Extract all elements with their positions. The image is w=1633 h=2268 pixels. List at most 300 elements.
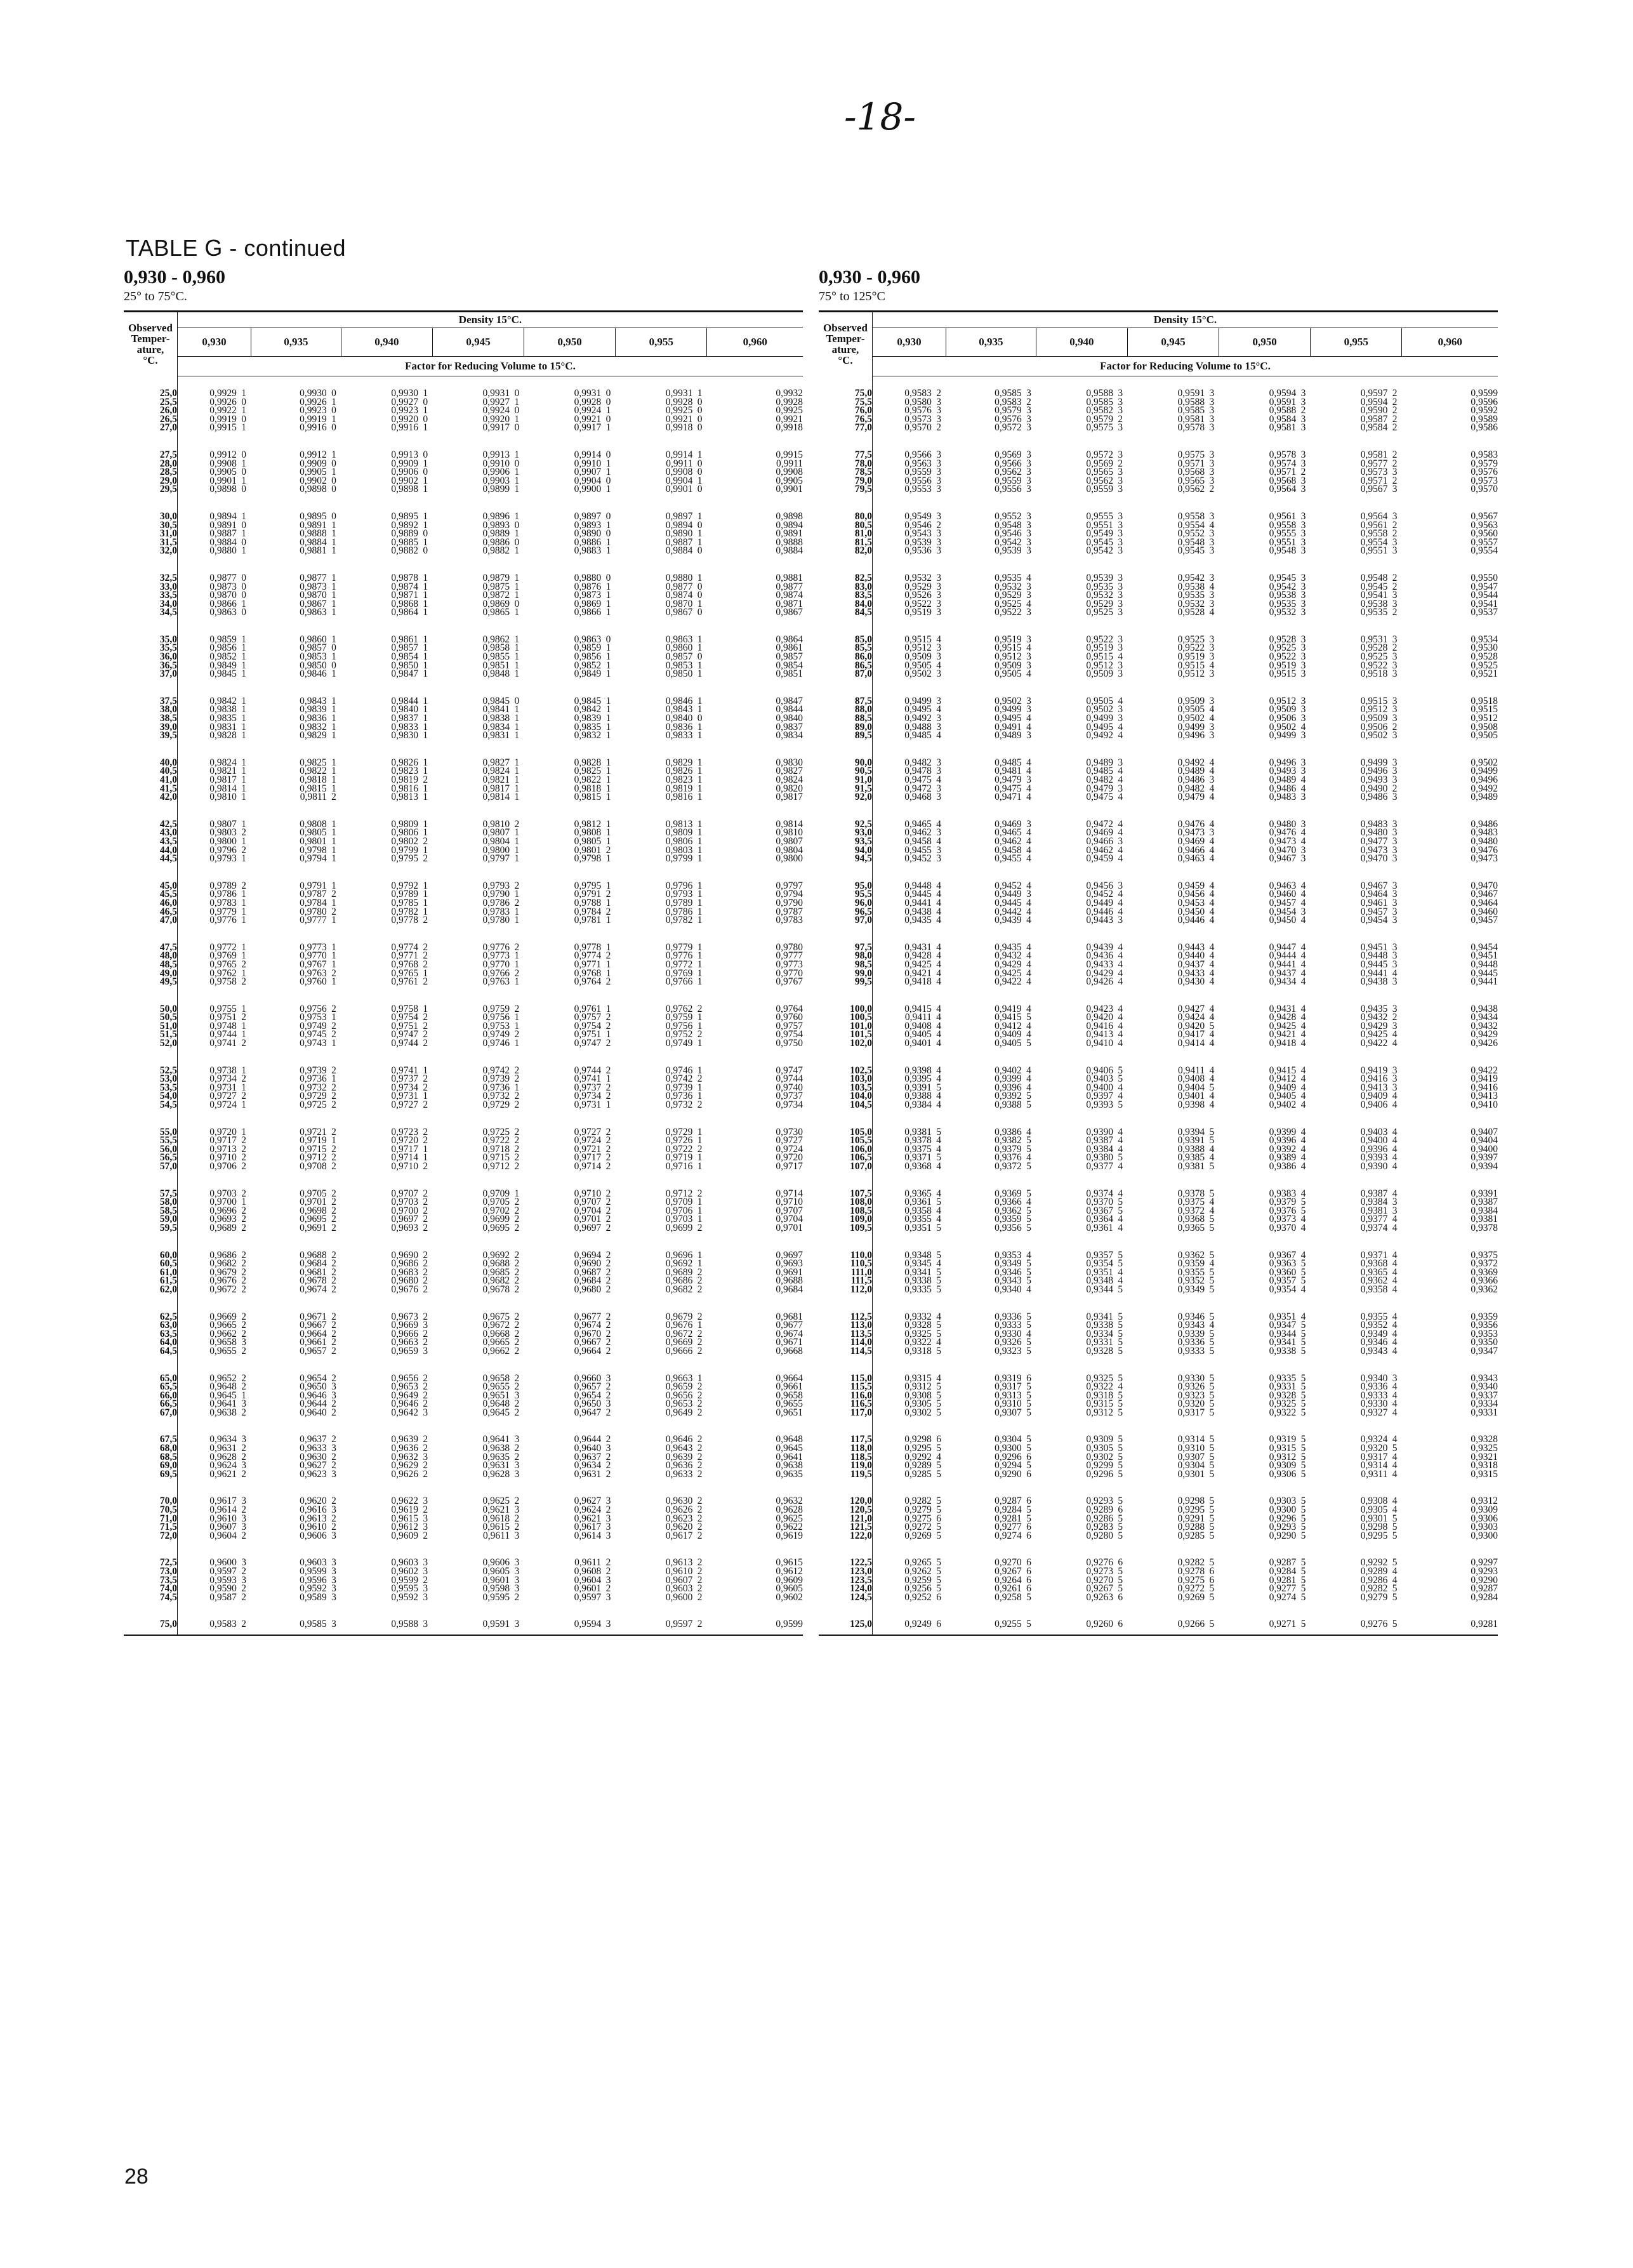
factor-cell: 0,9809: [391, 818, 418, 830]
factor-cell: 0,9349: [1360, 1328, 1388, 1339]
difference-cell: 5: [1118, 1574, 1123, 1586]
difference-cell: 3: [1300, 528, 1306, 540]
factor-cell: 0,9902: [391, 475, 418, 486]
difference-cell: 4: [1300, 1082, 1306, 1093]
difference-cell: 4: [1392, 1249, 1398, 1261]
difference-cell: 3: [605, 1574, 611, 1586]
difference-cell: 5: [936, 1345, 942, 1356]
factor-cell: 0,9917: [482, 422, 510, 434]
factor-cell: 0,9718: [482, 1143, 510, 1155]
difference-cell: 3: [1209, 422, 1215, 434]
factor-cell: 0,9606: [300, 1530, 327, 1541]
factor-cell: 0,9897: [574, 510, 602, 522]
factor-cell: 0,9706: [665, 1205, 693, 1216]
factor-cell: 0,9362: [1360, 1275, 1388, 1287]
factor-cell: 0,9831: [482, 730, 510, 741]
factor-cell: 0,9306: [1269, 1468, 1297, 1480]
difference-cell: 2: [605, 1407, 611, 1418]
factor-cell: 0,9705: [482, 1197, 510, 1208]
factor-cell: 0,9680: [391, 1275, 418, 1287]
factor-cell: 0,9309: [1086, 1434, 1113, 1445]
difference-cell: 1: [423, 1064, 428, 1076]
difference-cell: 2: [423, 1328, 428, 1339]
difference-cell: 2: [331, 1328, 336, 1339]
difference-cell: 1: [514, 827, 520, 839]
factor-cell: 0,9532: [1269, 607, 1297, 618]
factor-cell: 0,9578: [1269, 449, 1297, 460]
factor-cell: 0,9290: [1471, 1574, 1498, 1586]
difference-cell: 1: [423, 792, 428, 803]
difference-cell: 1: [697, 704, 703, 715]
factor-cell: 0,9759: [482, 1003, 510, 1014]
difference-cell: 4: [1026, 1073, 1031, 1085]
difference-cell: 1: [605, 536, 611, 548]
difference-cell: 1: [423, 1091, 428, 1102]
difference-cell: 2: [514, 1064, 520, 1076]
factor-cell: 0,9536: [904, 545, 932, 557]
table-row: [819, 423, 1498, 438]
factor-cell: 0,9710: [391, 1161, 418, 1172]
factor-cell: 0,9756: [482, 1012, 510, 1023]
factor-cell: 0,9300: [995, 1443, 1022, 1454]
table-row: [819, 684, 1498, 706]
difference-cell: 1: [605, 642, 611, 654]
factor-cell: 0,9891: [776, 528, 803, 540]
difference-cell: 5: [1392, 1591, 1398, 1603]
difference-cell: 1: [423, 713, 428, 724]
difference-cell: 3: [936, 827, 942, 839]
factor-cell: 0,9798: [300, 844, 327, 856]
factor-cell: 0,9916: [300, 422, 327, 434]
factor-cell: 0,9732: [482, 1091, 510, 1102]
difference-cell: 3: [514, 1574, 520, 1586]
factor-cell: 0,9919: [209, 413, 237, 425]
factor-cell: 0,9392: [1269, 1143, 1297, 1155]
temperature-group: [124, 807, 803, 869]
factor-cell: 0,9457: [1360, 906, 1388, 917]
difference-cell: 2: [331, 1029, 336, 1040]
temperature-cell: 53,0: [124, 1075, 177, 1084]
factor-cell: 0,9456: [1177, 889, 1205, 900]
factor-cell: 0,9354: [1086, 1258, 1113, 1270]
difference-cell: 1: [697, 1161, 703, 1172]
difference-cell: 3: [605, 1530, 611, 1541]
factor-cell: 0,9576: [1471, 467, 1498, 478]
factor-cell: 0,9696: [209, 1205, 237, 1216]
factor-cell: 0,9551: [1086, 519, 1113, 531]
factor-cell: 0,9614: [209, 1504, 237, 1516]
factor-cell: 0,9541: [1360, 590, 1388, 601]
factor-cell: 0,9730: [776, 1126, 803, 1137]
difference-cell: 5: [936, 1504, 942, 1516]
difference-cell: 4: [1026, 906, 1031, 917]
factor-cell: 0,9519: [904, 607, 932, 618]
difference-cell: 4: [1209, 607, 1215, 618]
table-row: [124, 1362, 803, 1383]
factor-cell: 0,9877: [209, 572, 237, 583]
temperature-group: [819, 561, 1498, 623]
difference-cell: 1: [605, 1003, 611, 1014]
difference-cell: 5: [1118, 1522, 1123, 1533]
difference-cell: 3: [1300, 572, 1306, 583]
table-row: [124, 1347, 803, 1362]
factor-cell: 0,9312: [1086, 1407, 1113, 1418]
temperature-cell: 92,0: [819, 793, 872, 807]
difference-cell: 2: [331, 1311, 336, 1322]
factor-cell: 0,9560: [1471, 528, 1498, 540]
factor-cell: 0,9479: [1177, 792, 1205, 803]
factor-cell: 0,9404: [1471, 1135, 1498, 1146]
factor-cell: 0,9890: [574, 528, 602, 540]
factor-cell: 0,9389: [1269, 1152, 1297, 1164]
difference-cell: 1: [331, 396, 336, 408]
factor-cell: 0,9495: [1086, 721, 1113, 733]
difference-cell: 5: [936, 1320, 942, 1331]
factor-cell: 0,9279: [904, 1504, 932, 1516]
temperature-group: [819, 1546, 1498, 1607]
factor-cell: 0,9867: [300, 598, 327, 609]
temperature-cell: 57,0: [124, 1162, 177, 1177]
factor-cell: 0,9900: [574, 484, 602, 495]
factor-cell: 0,9886: [482, 536, 510, 548]
difference-cell: 1: [697, 853, 703, 865]
factor-cell: 0,9460: [1471, 906, 1498, 917]
difference-cell: 3: [331, 1381, 336, 1393]
difference-cell: 2: [697, 1099, 703, 1111]
difference-cell: 1: [423, 581, 428, 592]
difference-cell: 3: [1026, 536, 1031, 548]
difference-cell: 5: [1026, 1099, 1031, 1111]
factor-cell: 0,9531: [1360, 633, 1388, 645]
table-title: TABLE G - continued: [126, 235, 346, 261]
difference-cell: 6: [1118, 1557, 1123, 1568]
factor-cell: 0,9402: [1269, 1099, 1297, 1111]
factor-cell: 0,9384: [1086, 1143, 1113, 1155]
density-range: 0,930 - 0,960: [124, 267, 225, 288]
factor-cell: 0,9920: [482, 413, 510, 425]
factor-cell: 0,9558: [1269, 519, 1297, 531]
difference-cell: 2: [331, 1398, 336, 1410]
factor-cell: 0,9675: [482, 1311, 510, 1322]
difference-cell: 4: [1118, 1029, 1123, 1040]
factor-cell: 0,9866: [209, 598, 237, 609]
difference-cell: 3: [1209, 598, 1215, 609]
difference-cell: 2: [692, 1607, 707, 1635]
factor-cell: 0,9766: [665, 976, 693, 988]
table-row: [819, 1607, 1498, 1635]
difference-cell: 4: [1392, 1029, 1398, 1040]
factor-cell: 0,9499: [1269, 730, 1297, 741]
factor-cell: 0,9469: [1086, 827, 1113, 839]
difference-cell: 5: [1300, 1197, 1306, 1208]
temperature-cell: 113,0: [819, 1321, 872, 1330]
factor-cell: 0,9493: [1269, 766, 1297, 777]
difference-cell: 4: [1118, 766, 1123, 777]
factor-cell: 0,9375: [1177, 1197, 1205, 1208]
factor-cell: 0,9877: [300, 572, 327, 583]
difference-cell: 4: [1118, 1214, 1123, 1225]
difference-cell: 2: [241, 880, 247, 891]
difference-cell: 5: [1300, 1205, 1306, 1216]
factor-cell: 0,9310: [995, 1398, 1022, 1410]
temperature-cell: 61,0: [124, 1268, 177, 1277]
factor-cell: 0,9924: [574, 405, 602, 416]
factor-cell: 0,9798: [574, 853, 602, 865]
difference-cell: 1: [241, 730, 247, 741]
factor-cell: 0,9559: [1086, 484, 1113, 495]
difference-cell: 4: [1300, 941, 1306, 953]
temperature-cell: 79,5: [819, 485, 872, 500]
difference-cell: 2: [241, 1566, 247, 1577]
temperature-cell: 40,5: [124, 767, 177, 776]
difference-cell: 3: [1026, 545, 1031, 557]
difference-cell: 5: [1300, 1266, 1306, 1278]
difference-cell: 1: [697, 1249, 703, 1261]
factor-cell: 0,9810: [776, 827, 803, 839]
temperature-cell: 76,0: [819, 406, 872, 415]
factor-cell: 0,9866: [574, 607, 602, 618]
factor-cell: 0,9817: [482, 783, 510, 794]
difference-cell: 2: [514, 1443, 520, 1454]
factor-cell: 0,9784: [574, 906, 602, 917]
temperature-cell: 89,5: [819, 731, 872, 746]
difference-cell: 4: [1300, 1073, 1306, 1085]
difference-cell: 3: [936, 651, 942, 663]
factor-cell: 0,9282: [1177, 1557, 1205, 1568]
difference-cell: 4: [936, 967, 942, 979]
factor-cell: 0,9391: [904, 1082, 932, 1093]
difference-cell: 3: [1300, 633, 1306, 645]
factor-cell: 0,9862: [482, 633, 510, 645]
difference-cell: 4: [1392, 1345, 1398, 1356]
temperature-group: [819, 684, 1498, 746]
difference-cell: 1: [605, 792, 611, 803]
factor-cell: 0,9825: [300, 757, 327, 768]
temperature-cell: 40,0: [124, 746, 177, 767]
factor-cell: 0,9869: [482, 598, 510, 609]
factor-cell: 0,9284: [995, 1504, 1022, 1516]
factor-cell: 0,9400: [1360, 1135, 1388, 1146]
factor-cell: 0,9528: [1360, 642, 1388, 654]
difference-cell: 1: [331, 467, 336, 478]
difference-cell: 3: [1209, 633, 1215, 645]
temperature-cell: 35,5: [124, 644, 177, 653]
factor-cell: 0,9421: [904, 967, 932, 979]
factor-cell: 0,9925: [776, 405, 803, 416]
factor-cell: 0,9387: [1086, 1135, 1113, 1146]
factor-cell: 0,9737: [391, 1073, 418, 1085]
temperature-cell: 81,0: [819, 529, 872, 538]
factor-cell: 0,9529: [904, 581, 932, 592]
factor-cell: 0,9727: [574, 1126, 602, 1137]
factor-cell: 0,9703: [665, 1214, 693, 1225]
factor-cell: 0,9415: [904, 1003, 932, 1014]
temperature-cell: 70,5: [124, 1506, 177, 1515]
factor-cell: 0,9696: [665, 1249, 693, 1261]
factor-cell: 0,9255: [946, 1607, 1021, 1635]
difference-cell: 1: [605, 774, 611, 785]
factor-cell: 0,9736: [665, 1091, 693, 1102]
factor-cell: 0,9564: [1269, 484, 1297, 495]
difference-cell: 2: [697, 1407, 703, 1418]
temperature-cell: 91,0: [819, 776, 872, 785]
factor-cell: 0,9269: [904, 1530, 932, 1541]
difference-cell: 5: [1300, 1574, 1306, 1586]
temperature-cell: 76,5: [819, 415, 872, 424]
difference-cell: 1: [514, 783, 520, 794]
factor-cell: 0,9877: [776, 581, 803, 592]
difference-cell: 1: [331, 651, 336, 663]
difference-cell: 3: [1392, 695, 1398, 706]
difference-cell: 0: [241, 607, 247, 618]
density-column-header: 0,945: [1127, 328, 1219, 357]
difference-cell: 1: [423, 889, 428, 900]
factor-cell: 0,9658: [209, 1337, 237, 1348]
difference-cell: 1: [697, 906, 703, 917]
difference-cell: 4: [1209, 783, 1215, 794]
table-row: [819, 1347, 1498, 1362]
factor-cell: 0,9644: [300, 1398, 327, 1410]
factor-cell: 0,9662: [209, 1328, 237, 1339]
difference-cell: 2: [697, 1495, 703, 1507]
factor-cell: 0,9605: [482, 1566, 510, 1577]
factor-cell: 0,9458: [904, 835, 932, 847]
difference-cell: 1: [241, 695, 247, 706]
factor-cell: 0,9816: [391, 783, 418, 794]
factor-cell: 0,9545: [1177, 545, 1205, 557]
factor-cell: 0,9374: [1086, 1188, 1113, 1199]
difference-cell: 1: [241, 853, 247, 865]
difference-cell: 3: [510, 1607, 524, 1635]
factor-cell: 0,9522: [1269, 651, 1297, 663]
factor-cell: 0,9927: [482, 396, 510, 408]
difference-cell: 2: [423, 1381, 428, 1393]
factor-cell: 0,9591: [432, 1607, 510, 1635]
factor-cell: 0,9359: [995, 1214, 1022, 1225]
factor-cell: 0,9419: [1360, 1064, 1388, 1076]
difference-cell: 2: [605, 1337, 611, 1348]
difference-cell: 4: [936, 976, 942, 988]
difference-cell: 3: [1209, 405, 1215, 416]
factor-cell: 0,9655: [482, 1381, 510, 1393]
factor-cell: 0,9548: [1360, 572, 1388, 583]
temperature-cell: 96,5: [819, 908, 872, 917]
factor-cell: 0,9782: [665, 915, 693, 926]
difference-cell: 3: [1118, 835, 1123, 847]
factor-cell: 0,9525: [1471, 660, 1498, 671]
factor-cell: 0,9769: [209, 950, 237, 962]
factor-cell: 0,9522: [1177, 642, 1205, 654]
factor-cell: 0,9594: [1360, 396, 1388, 408]
difference-cell: 2: [514, 1143, 520, 1155]
factor-cell: 0,9318: [1471, 1460, 1498, 1471]
difference-cell: 5: [936, 1407, 942, 1418]
temperature-cell: 84,0: [819, 600, 872, 609]
difference-cell: 4: [1118, 1126, 1123, 1137]
factor-cell: 0,9793: [665, 889, 693, 900]
header-line: ature,: [831, 343, 859, 356]
factor-cell: 0,9584: [1269, 413, 1297, 425]
factor-cell: 0,9930: [300, 388, 327, 399]
factor-cell: 0,9375: [904, 1143, 932, 1155]
factor-cell: 0,9812: [574, 818, 602, 830]
table-row: [819, 1593, 1498, 1608]
difference-cell: 3: [1392, 1020, 1398, 1031]
difference-cell: 1: [697, 1372, 703, 1384]
factor-cell: 0,9274: [1269, 1591, 1297, 1603]
factor-cell: 0,9394: [1471, 1161, 1498, 1172]
factor-cell: 0,9335: [904, 1283, 932, 1295]
difference-cell: 2: [605, 1504, 611, 1516]
difference-cell: 2: [936, 519, 942, 531]
factor-cell: 0,9905: [300, 467, 327, 478]
factor-cell: 0,9623: [665, 1513, 693, 1524]
factor-cell: 0,9843: [300, 695, 327, 706]
temperature-group: [124, 1362, 803, 1423]
difference-cell: 3: [1209, 668, 1215, 680]
difference-cell: 4: [1209, 581, 1215, 592]
factor-cell: 0,9671: [776, 1337, 803, 1348]
factor-cell: 0,9633: [300, 1443, 327, 1454]
difference-cell: 5: [1209, 1591, 1215, 1603]
factor-cell: 0,9597: [1360, 388, 1388, 399]
factor-cell: 0,9512: [1269, 695, 1297, 706]
difference-cell: 2: [697, 1345, 703, 1356]
factor-cell: 0,9736: [300, 1073, 327, 1085]
difference-cell: 4: [936, 1091, 942, 1102]
difference-cell: 4: [1392, 1504, 1398, 1516]
factor-cell: 0,9576: [995, 413, 1022, 425]
factor-cell: 0,9638: [209, 1407, 237, 1418]
factor-cell: 0,9537: [1471, 607, 1498, 618]
difference-cell: 2: [1026, 396, 1031, 408]
factor-cell: 0,9554: [1471, 545, 1498, 557]
difference-cell: 2: [605, 1222, 611, 1233]
difference-cell: 4: [1300, 783, 1306, 794]
difference-cell: 2: [241, 844, 247, 856]
factor-cell: 0,9302: [904, 1407, 932, 1418]
difference-cell: 4: [936, 1012, 942, 1023]
difference-cell: 4: [1209, 818, 1215, 830]
difference-cell: 2: [331, 1082, 336, 1093]
difference-cell: 3: [1026, 704, 1031, 715]
factor-cell: 0,9841: [482, 704, 510, 715]
difference-cell: 2: [241, 1591, 247, 1603]
difference-cell: 0: [241, 581, 247, 592]
factor-cell: 0,9856: [209, 642, 237, 654]
temperature-cell: 71,0: [124, 1515, 177, 1523]
factor-cell: 0,9916: [391, 422, 418, 434]
factor-cell: 0,9906: [391, 467, 418, 478]
difference-cell: 5: [1209, 1522, 1215, 1533]
difference-cell: 4: [936, 1135, 942, 1146]
difference-cell: 3: [423, 1591, 428, 1603]
factor-cell: 0,9591: [1177, 388, 1205, 399]
factor-cell: 0,9834: [776, 730, 803, 741]
factor-cell: 0,9799: [665, 853, 693, 865]
difference-cell: 2: [423, 1073, 428, 1085]
difference-cell: 3: [1300, 668, 1306, 680]
difference-cell: 3: [1392, 668, 1398, 680]
factor-cell: 0,9655: [776, 1398, 803, 1410]
factor-cell: 0,9353: [995, 1249, 1022, 1261]
factor-cell: 0,9701: [574, 1214, 602, 1225]
difference-cell: 1: [697, 721, 703, 733]
factor-cell: 0,9340: [995, 1283, 1022, 1295]
factor-cell: 0,9697: [776, 1249, 803, 1261]
factor-cell: 0,9664: [300, 1328, 327, 1339]
difference-cell: 2: [697, 1275, 703, 1287]
